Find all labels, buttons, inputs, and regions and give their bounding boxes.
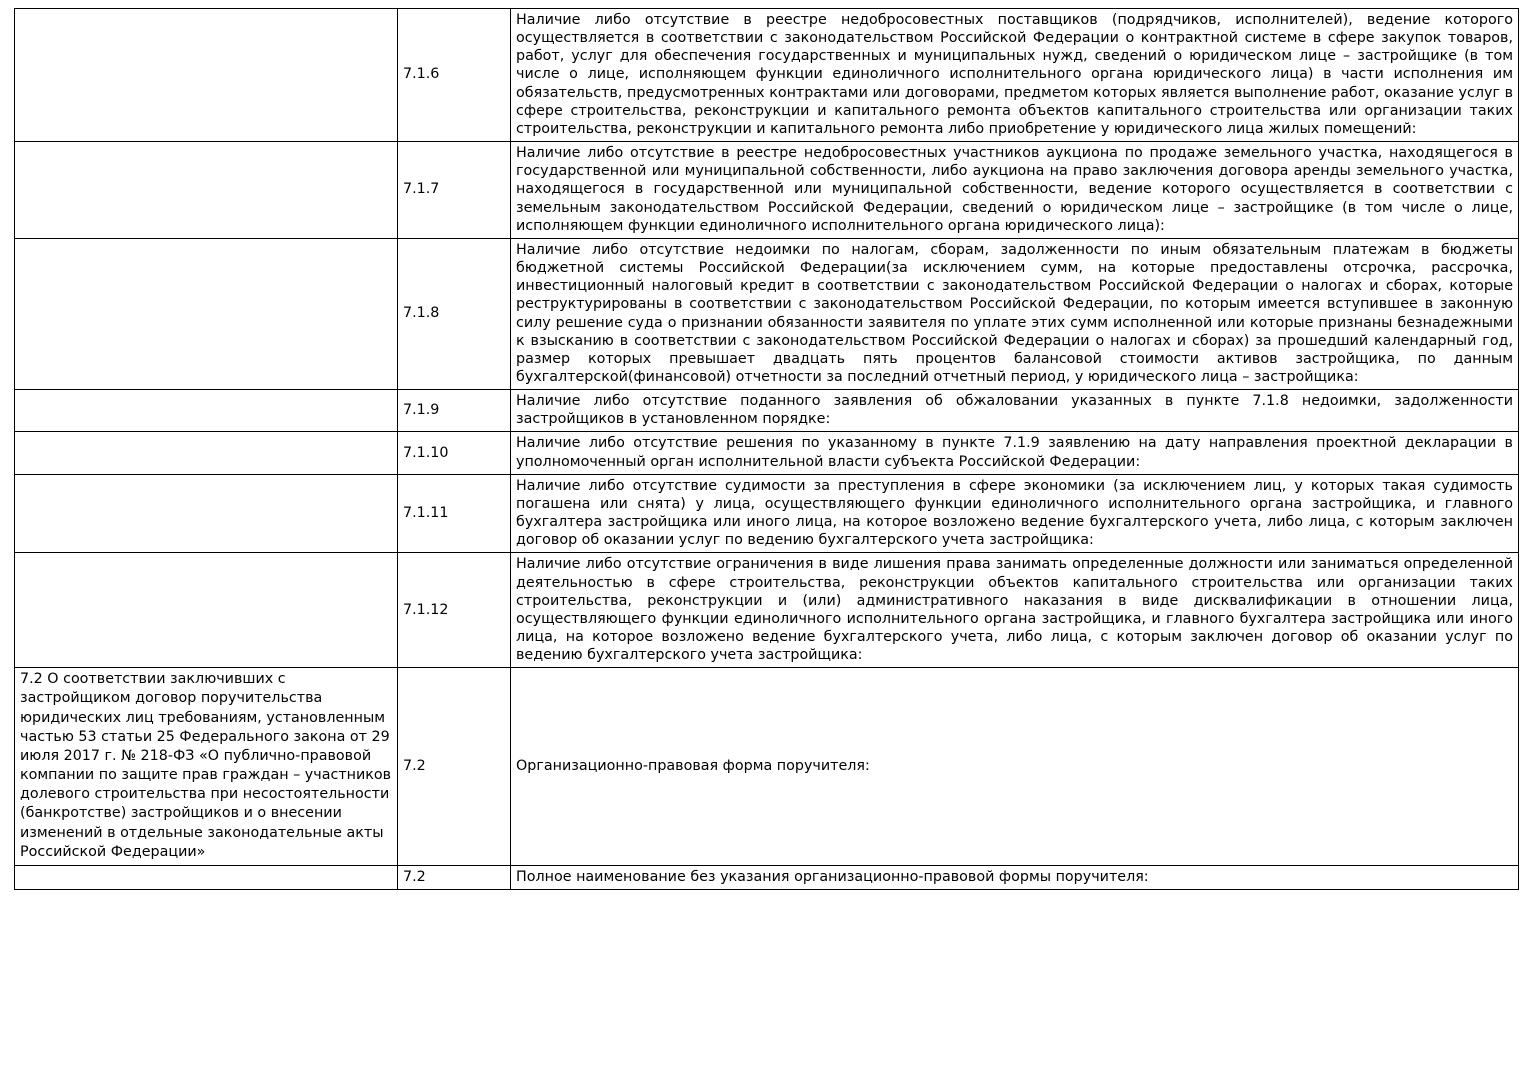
row-number: 7.1.9 <box>398 390 511 432</box>
row-left-cell <box>15 390 398 432</box>
row-left-text: 7.2 О соответствии заключивших с застройщиком договор поручительства юридических лиц требованиям, установленным частью 53 статьи 25 Федерального закона от 29 июля 2017 г. № 218-ФЗ «О публично-правовой компании по защите прав граждан – участников долевого строительства при несостоятельности (банкротстве) застройщиков и о внесении изменений в отдельные законодательные акты Российской Федерации» <box>20 671 392 860</box>
row-description: Наличие либо отсутствие в реестре недобросовестных поставщиков (подрядчиков, исполнителей), ведение которого осуществляется в соответствии с законодательством Российской Федерации о контрактной системе в сфере закупок товаров, работ, услуг для обеспечения государственных и муниципальных нужд, сведений о юридическом лице – застройщике (в том числе о лице, исполняющем функции единоличного исполнительного органа юридического лица) в части исполнения им обязательств, предусмотренных контрактами или договорами, предметом которых является выполнение работ, оказание услуг в сфере строительства, реконструкции и капитального ремонта объектов капитального строительства или организации таких строительства, реконструкции и капитального ремонта либо приобретение у юридического лица жилых помещений: <box>511 9 1519 142</box>
declaration-table <box>14 8 1519 890</box>
row-description: Полное наименование без указания организационно-правовой формы поручителя: <box>511 865 1519 889</box>
row-number: 7.1.10 <box>398 432 511 474</box>
table-row <box>15 474 1519 553</box>
row-left-cell <box>15 9 398 142</box>
row-left-cell <box>15 668 398 866</box>
row-number: 7.1.6 <box>398 9 511 142</box>
row-description: Наличие либо отсутствие недоимки по налогам, сборам, задолженности по иным обязательным платежам в бюджеты бюджетной системы Российской Федерации(за исключением сумм, на которые предоставлены отсрочка, рассрочка, инвестиционный налоговый кредит в соответствии с законодательством Российской Федерации о налогах и сборах, которые реструктурированы в соответствии с законодательством Российской Федерации, по которым имеется вступившее в законную силу решение суда о признании обязанности заявителя по уплате этих сумм исполненной или которые признаны безнадежными к взысканию в соответствии с законодательством Российской Федерации о налогах и сборах) за прошедший календарный год, размер которых превышает двадцать пять процентов балансовой стоимости активов застройщика, по данным бухгалтерской(финансовой) отчетности за последний отчетный период, у юридического лица – застройщика: <box>511 238 1519 389</box>
table-row <box>15 668 1519 866</box>
row-left-cell <box>15 474 398 553</box>
row-description: Наличие либо отсутствие ограничения в виде лишения права занимать определенные должности или заниматься определенной деятельностью в сфере строительства, реконструкции объектов капитального строительства или организации таких строительства, реконструкции и (или) административного наказания в виде дисквалификации в отношении лица, осуществляющего функции единоличного исполнительного органа застройщика, и главного бухгалтера застройщика или иного лица, на которое возложено ведение бухгалтерского учета, либо лица, с которым заключен договор об оказании услуг по ведению бухгалтерского учета застройщика: <box>511 553 1519 668</box>
table-row <box>15 865 1519 889</box>
table-row <box>15 390 1519 432</box>
row-number: 7.1.8 <box>398 238 511 389</box>
table-row <box>15 553 1519 668</box>
row-description: Наличие либо отсутствие в реестре недобросовестных участников аукциона по продаже земельного участка, находящегося в государственной или муниципальной собственности, либо аукциона на право заключения договора аренды земельного участка, находящегося в государственной или муниципальной собственности, ведение которого осуществляется в соответствии с земельным законодательством Российской Федерации, сведений о юридическом лице – застройщике (в том числе о лице, исполняющем функции единоличного исполнительного органа юридического лица): <box>511 142 1519 239</box>
row-description: Организационно-правовая форма поручителя: <box>511 668 1519 866</box>
row-number: 7.2 <box>398 668 511 866</box>
row-number: 7.2 <box>398 865 511 889</box>
row-left-cell <box>15 865 398 889</box>
table-row <box>15 9 1519 142</box>
row-description: Наличие либо отсутствие судимости за преступления в сфере экономики (за исключением лиц, у которых такая судимость погашена или снята) у лица, осуществляющего функции единоличного исполнительного органа застройщика, и главного бухгалтера застройщика или иного лица, на которое возложено ведение бухгалтерского учета, либо лица, с которым заключен договор об оказании услуг по ведению бухгалтерского учета застройщика: <box>511 474 1519 553</box>
table-row <box>15 142 1519 239</box>
row-left-cell <box>15 238 398 389</box>
row-left-cell <box>15 142 398 239</box>
row-left-cell <box>15 553 398 668</box>
row-left-cell <box>15 432 398 474</box>
table-row <box>15 238 1519 389</box>
table-row <box>15 432 1519 474</box>
row-description: Наличие либо отсутствие поданного заявления об обжаловании указанных в пункте 7.1.8 недоимки, задолженности застройщиков в установленном порядке: <box>511 390 1519 432</box>
row-description: Наличие либо отсутствие решения по указанному в пункте 7.1.9 заявлению на дату направления проектной декларации в уполномоченный орган исполнительной власти субъекта Российской Федерации: <box>511 432 1519 474</box>
row-number: 7.1.7 <box>398 142 511 239</box>
row-number: 7.1.11 <box>398 474 511 553</box>
row-number: 7.1.12 <box>398 553 511 668</box>
